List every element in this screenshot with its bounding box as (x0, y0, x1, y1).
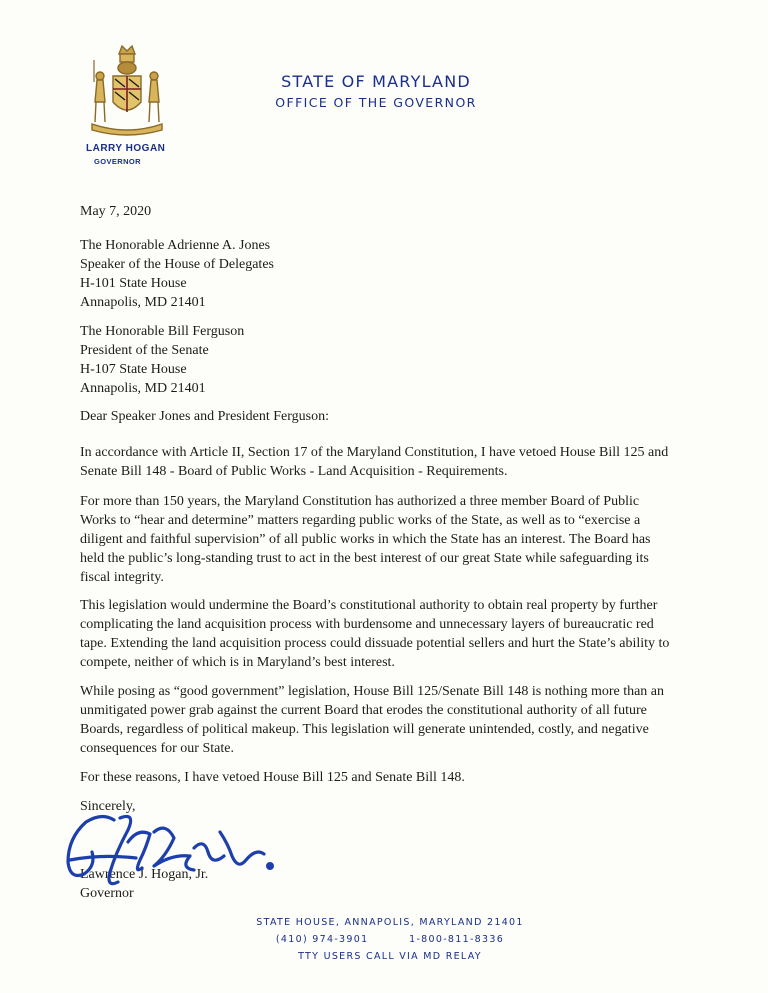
closing: Sincerely, (80, 799, 136, 814)
governor-name: LARRY HOGAN (86, 143, 166, 154)
paragraph-line: For more than 150 years, the Maryland Constitution has authorized a three member Board of Public (80, 494, 640, 509)
footer-address: STATE HOUSE, ANNAPOLIS, MARYLAND 21401 (256, 917, 524, 928)
paragraph-line: tape. Extending the land acquisition process could dissuade potential sellers and hurt the State’s ability to (80, 636, 670, 651)
paragraph-line: Senate Bill 148 - Board of Public Works - Land Acquisition - Requirements. (80, 464, 508, 479)
paragraph-line: consequences for our State. (80, 741, 234, 756)
paragraph-line: For these reasons, I have vetoed House Bill 125 and Senate Bill 148. (80, 770, 465, 785)
maryland-seal-icon (86, 40, 168, 140)
footer-phone: (410) 974-3901 (275, 934, 369, 945)
paragraph-line: Boards, regardless of political makeup. This legislation will generate unintended, costly, and negative (80, 722, 649, 737)
recipient-line: The Honorable Bill Ferguson (80, 324, 245, 339)
footer-tty: TTY USERS CALL VIA MD RELAY (298, 951, 482, 962)
letterhead-state: STATE OF MARYLAND (281, 72, 471, 91)
paragraph-line: diligent and faithful supervision” of all public works in which the State has an interest. The Board has (80, 532, 651, 547)
salutation: Dear Speaker Jones and President Ferguson: (80, 409, 329, 424)
signer-name: Lawrence J. Hogan, Jr. (80, 867, 209, 882)
paragraph-line: fiscal integrity. (80, 570, 164, 585)
paragraph-line: unmitigated power grab against the current Board that erodes the constitutional authority of all future (80, 703, 647, 718)
footer-toll-free: 1-800-811-8336 (409, 934, 505, 945)
recipient-line: H-101 State House (80, 276, 187, 291)
letter-date: May 7, 2020 (80, 204, 152, 219)
recipient-line: Speaker of the House of Delegates (80, 257, 274, 272)
recipient-line: The Honorable Adrienne A. Jones (80, 238, 271, 253)
governor-title: GOVERNOR (94, 157, 141, 166)
recipient-line: H-107 State House (80, 362, 187, 377)
paragraph-line: Works to “hear and determine” matters regarding public works of the State, as well as to “exercise a (80, 513, 641, 528)
handwritten-signature (62, 808, 277, 890)
footer-phones (220, 934, 560, 945)
signer-title: Governor (80, 886, 134, 901)
recipient-line: Annapolis, MD 21401 (80, 381, 206, 396)
paragraph-line: complicating the land acquisition process with burdensome and unnecessary layers of bureaucratic red (80, 617, 654, 632)
paragraph-line: While posing as “good government” legislation, House Bill 125/Senate Bill 148 is nothing more than an (80, 684, 665, 699)
paragraph-line: In accordance with Article II, Section 17 of the Maryland Constitution, I have vetoed House Bill 125 and (80, 445, 669, 460)
paragraph-line: This legislation would undermine the Board’s constitutional authority to obtain real property by further (80, 598, 658, 613)
paragraph-line: held the public’s long-standing trust to act in the best interest of our great State while safeguarding its (80, 551, 649, 566)
recipient-line: President of the Senate (80, 343, 209, 358)
letterhead-office: OFFICE OF THE GOVERNOR (275, 95, 477, 110)
paragraph-line: compete, neither of which is in Maryland’s best interest. (80, 655, 395, 670)
recipient-line: Annapolis, MD 21401 (80, 295, 206, 310)
